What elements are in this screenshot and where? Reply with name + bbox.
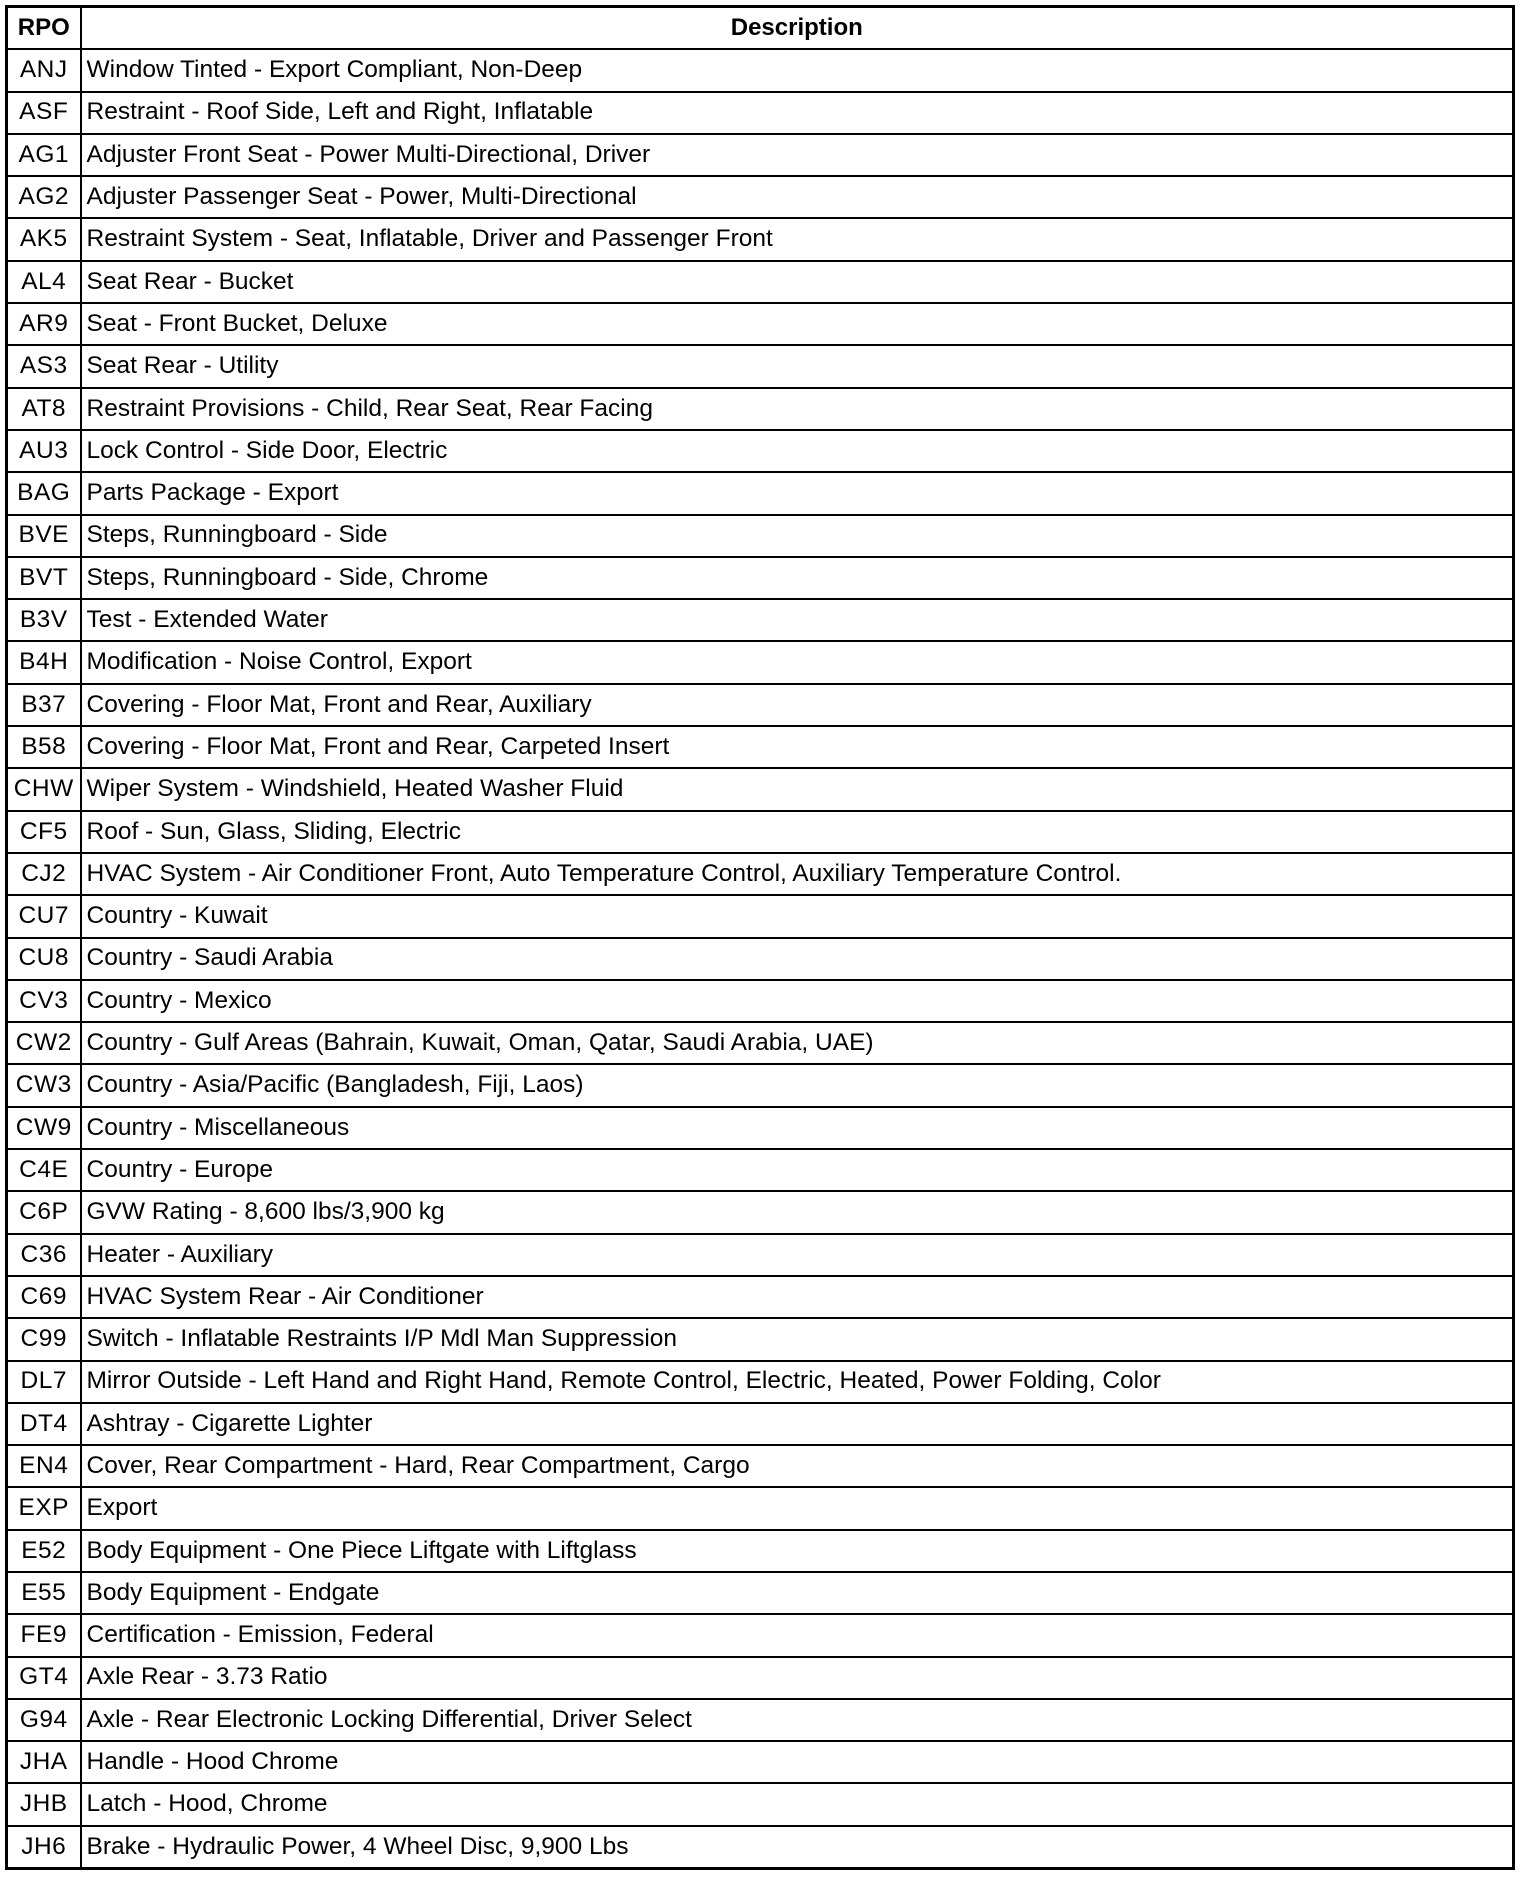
rpo-code-cell: DL7 xyxy=(7,1361,81,1403)
table-row xyxy=(7,261,1514,303)
rpo-code-cell: C36 xyxy=(7,1234,81,1276)
table-row xyxy=(7,768,1514,810)
rpo-code-cell: AK5 xyxy=(7,218,81,260)
table-row xyxy=(7,1107,1514,1149)
description-cell: Window Tinted - Export Compliant, Non-Deep xyxy=(81,49,1514,91)
description-cell: Wiper System - Windshield, Heated Washer Fluid xyxy=(81,768,1514,810)
table-row xyxy=(7,472,1514,514)
table-row xyxy=(7,1530,1514,1572)
table-row xyxy=(7,303,1514,345)
table-row xyxy=(7,1361,1514,1403)
description-cell: Ashtray - Cigarette Lighter xyxy=(81,1403,1514,1445)
description-cell: Steps, Runningboard - Side, Chrome xyxy=(81,557,1514,599)
rpo-code-cell: B4H xyxy=(7,641,81,683)
rpo-column-header: RPO xyxy=(7,7,81,50)
rpo-code-cell: ASF xyxy=(7,92,81,134)
table-row xyxy=(7,1699,1514,1741)
table-row xyxy=(7,49,1514,91)
rpo-code-cell: E55 xyxy=(7,1572,81,1614)
description-cell: Country - Saudi Arabia xyxy=(81,938,1514,980)
table-row xyxy=(7,1783,1514,1825)
rpo-document xyxy=(5,5,1515,1870)
table-row xyxy=(7,218,1514,260)
table-row xyxy=(7,641,1514,683)
rpo-code-cell: CV3 xyxy=(7,980,81,1022)
description-cell: Mirror Outside - Left Hand and Right Hand, Remote Control, Electric, Heated, Power Folding, Color xyxy=(81,1361,1514,1403)
rpo-code-cell: B58 xyxy=(7,726,81,768)
rpo-code-table xyxy=(5,5,1515,1870)
rpo-code-cell: E52 xyxy=(7,1530,81,1572)
description-cell: Adjuster Front Seat - Power Multi-Directional, Driver xyxy=(81,134,1514,176)
rpo-code-cell: CW9 xyxy=(7,1107,81,1149)
description-cell: Body Equipment - One Piece Liftgate with Liftglass xyxy=(81,1530,1514,1572)
description-cell: Seat - Front Bucket, Deluxe xyxy=(81,303,1514,345)
table-row xyxy=(7,345,1514,387)
description-cell: Restraint Provisions - Child, Rear Seat, Rear Facing xyxy=(81,388,1514,430)
table-row xyxy=(7,1403,1514,1445)
rpo-code-cell: JHA xyxy=(7,1741,81,1783)
description-cell: Steps, Runningboard - Side xyxy=(81,515,1514,557)
table-row xyxy=(7,1234,1514,1276)
table-row xyxy=(7,1614,1514,1656)
description-cell: Test - Extended Water xyxy=(81,599,1514,641)
description-cell: HVAC System Rear - Air Conditioner xyxy=(81,1276,1514,1318)
table-row xyxy=(7,1572,1514,1614)
table-row xyxy=(7,1318,1514,1360)
rpo-code-cell: BAG xyxy=(7,472,81,514)
description-cell: Seat Rear - Bucket xyxy=(81,261,1514,303)
description-cell: Handle - Hood Chrome xyxy=(81,1741,1514,1783)
rpo-code-cell: AR9 xyxy=(7,303,81,345)
rpo-code-cell: CHW xyxy=(7,768,81,810)
description-cell: Covering - Floor Mat, Front and Rear, Auxiliary xyxy=(81,684,1514,726)
rpo-code-cell: DT4 xyxy=(7,1403,81,1445)
description-cell: Certification - Emission, Federal xyxy=(81,1614,1514,1656)
description-cell: Covering - Floor Mat, Front and Rear, Carpeted Insert xyxy=(81,726,1514,768)
table-row xyxy=(7,557,1514,599)
description-cell: Axle Rear - 3.73 Ratio xyxy=(81,1657,1514,1699)
rpo-code-cell: AG1 xyxy=(7,134,81,176)
description-cell: Lock Control - Side Door, Electric xyxy=(81,430,1514,472)
description-cell: Seat Rear - Utility xyxy=(81,345,1514,387)
rpo-code-cell: EN4 xyxy=(7,1445,81,1487)
table-row xyxy=(7,726,1514,768)
rpo-code-cell: AT8 xyxy=(7,388,81,430)
rpo-code-cell: JHB xyxy=(7,1783,81,1825)
rpo-code-cell: AU3 xyxy=(7,430,81,472)
description-cell: Restraint - Roof Side, Left and Right, Inflatable xyxy=(81,92,1514,134)
description-cell: Country - Gulf Areas (Bahrain, Kuwait, Oman, Qatar, Saudi Arabia, UAE) xyxy=(81,1022,1514,1064)
description-cell: HVAC System - Air Conditioner Front, Auto Temperature Control, Auxiliary Temperature Control. xyxy=(81,853,1514,895)
description-cell: Heater - Auxiliary xyxy=(81,1234,1514,1276)
table-row xyxy=(7,1022,1514,1064)
table-row xyxy=(7,388,1514,430)
table-row xyxy=(7,92,1514,134)
rpo-code-cell: AG2 xyxy=(7,176,81,218)
description-cell: Brake - Hydraulic Power, 4 Wheel Disc, 9,900 Lbs xyxy=(81,1826,1514,1869)
description-cell: Country - Asia/Pacific (Bangladesh, Fiji, Laos) xyxy=(81,1064,1514,1106)
table-row xyxy=(7,853,1514,895)
rpo-code-cell: C69 xyxy=(7,1276,81,1318)
rpo-code-cell: AS3 xyxy=(7,345,81,387)
rpo-code-cell: GT4 xyxy=(7,1657,81,1699)
rpo-code-cell: C99 xyxy=(7,1318,81,1360)
table-row xyxy=(7,1445,1514,1487)
table-row xyxy=(7,1487,1514,1529)
description-cell: Country - Miscellaneous xyxy=(81,1107,1514,1149)
rpo-code-cell: BVE xyxy=(7,515,81,557)
description-cell: Cover, Rear Compartment - Hard, Rear Compartment, Cargo xyxy=(81,1445,1514,1487)
description-cell: Country - Kuwait xyxy=(81,895,1514,937)
description-cell: Adjuster Passenger Seat - Power, Multi-Directional xyxy=(81,176,1514,218)
description-cell: Roof - Sun, Glass, Sliding, Electric xyxy=(81,811,1514,853)
rpo-code-cell: CU8 xyxy=(7,938,81,980)
description-cell: Restraint System - Seat, Inflatable, Driver and Passenger Front xyxy=(81,218,1514,260)
table-row xyxy=(7,1741,1514,1783)
description-cell: Switch - Inflatable Restraints I/P Mdl Man Suppression xyxy=(81,1318,1514,1360)
table-row xyxy=(7,895,1514,937)
rpo-code-cell: FE9 xyxy=(7,1614,81,1656)
rpo-code-cell: B37 xyxy=(7,684,81,726)
description-cell: Axle - Rear Electronic Locking Differential, Driver Select xyxy=(81,1699,1514,1741)
rpo-code-cell: CW2 xyxy=(7,1022,81,1064)
table-row xyxy=(7,134,1514,176)
rpo-code-cell: CJ2 xyxy=(7,853,81,895)
rpo-code-cell: BVT xyxy=(7,557,81,599)
rpo-code-cell: C6P xyxy=(7,1191,81,1233)
table-row xyxy=(7,938,1514,980)
rpo-code-cell: CU7 xyxy=(7,895,81,937)
table-header-row xyxy=(7,7,1514,50)
rpo-code-cell: C4E xyxy=(7,1149,81,1191)
description-column-header: Description xyxy=(81,7,1514,50)
rpo-code-cell: CW3 xyxy=(7,1064,81,1106)
table-row xyxy=(7,1149,1514,1191)
table-row xyxy=(7,1276,1514,1318)
table-row xyxy=(7,430,1514,472)
rpo-code-cell: G94 xyxy=(7,1699,81,1741)
rpo-code-cell: JH6 xyxy=(7,1826,81,1869)
table-row xyxy=(7,1191,1514,1233)
table-body xyxy=(7,49,1514,1868)
table-row xyxy=(7,176,1514,218)
description-cell: Body Equipment - Endgate xyxy=(81,1572,1514,1614)
description-cell: Modification - Noise Control, Export xyxy=(81,641,1514,683)
table-row xyxy=(7,1826,1514,1869)
table-row xyxy=(7,1064,1514,1106)
description-cell: GVW Rating - 8,600 lbs/3,900 kg xyxy=(81,1191,1514,1233)
description-cell: Export xyxy=(81,1487,1514,1529)
table-row xyxy=(7,599,1514,641)
table-row xyxy=(7,684,1514,726)
description-cell: Latch - Hood, Chrome xyxy=(81,1783,1514,1825)
table-row xyxy=(7,1657,1514,1699)
rpo-code-cell: CF5 xyxy=(7,811,81,853)
description-cell: Country - Europe xyxy=(81,1149,1514,1191)
table-row xyxy=(7,980,1514,1022)
rpo-code-cell: AL4 xyxy=(7,261,81,303)
description-cell: Parts Package - Export xyxy=(81,472,1514,514)
rpo-code-cell: B3V xyxy=(7,599,81,641)
table-row xyxy=(7,515,1514,557)
table-row xyxy=(7,811,1514,853)
rpo-code-cell: ANJ xyxy=(7,49,81,91)
rpo-code-cell: EXP xyxy=(7,1487,81,1529)
description-cell: Country - Mexico xyxy=(81,980,1514,1022)
